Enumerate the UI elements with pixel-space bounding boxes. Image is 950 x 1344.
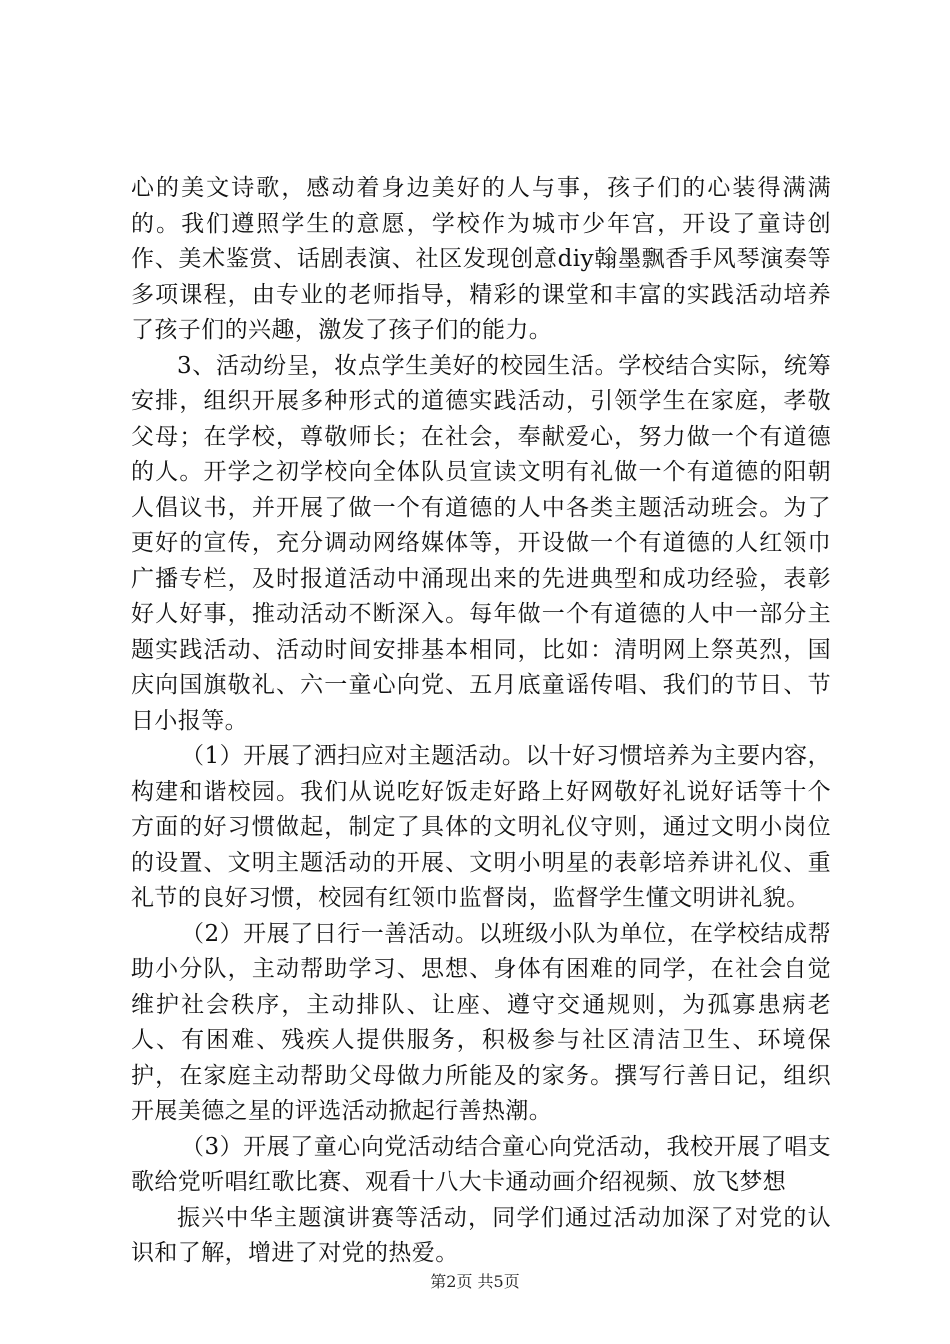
document-body (131, 171, 831, 1272)
paragraph-activities: 3、活动纷呈，妆点学生美好的校园生活。学校结合实际，统筹安排，组织开展多种形式的道德实践活动，引领学生在家庭，孝敬父母；在学校，尊敬师长；在社会，奉献爱心，努力做一个有道德的人。开学之初学校向全体队员宣读文明有礼做一个有道德的阳朝人倡议书，并开展了做一个有道德的人中各类主题活动班会。为了更好的宣传，充分调动网络媒体等，开设做一个有道德的人红领巾广播专栏，及时报道活动中涌现出来的先进典型和成功经验，表彰好人好事，推动活动不断深入。每年做一个有道德的人中一部分主题实践活动、活动时间安排基本相同，比如：清明网上祭英烈，国庆向国旗敬礼、六一童心向党、五月底童谣传唱、我们的节日、节日小报等。 (131, 352, 831, 734)
paragraph-closing: 振兴中华主题演讲赛等活动，同学们通过活动加深了对党的认识和了解，增进了对党的热爱。 (131, 1204, 831, 1266)
page-number-footer: 第2页 共5页 (430, 1272, 520, 1291)
paragraph-item-2: （2）开展了日行一善活动。以班级小队为单位，在学校结成帮助小分队，主动帮助学习、思想、身体有困难的同学，在社会自觉维护社会秩序，主动排队、让座、遵守交通规则，为孤寡患病老人、有困难、残疾人提供服务，积极参与社区清洁卫生、环境保护，在家庭主动帮助父母做力所能及的家务。撰写行善日记，组织开展美德之星的评选活动掀起行善热潮。 (131, 920, 831, 1124)
paragraph-continuation: 心的美文诗歌，感动着身边美好的人与事，孩子们的心装得满满的。我们遵照学生的意愿，学校作为城市少年宫，开设了童诗创作、美术鉴赏、话剧表演、社区发现创意diy翰墨飘香手风琴演奏等多项课程，由专业的老师指导，精彩的课堂和丰富的实践活动培养了孩子们的兴趣，激发了孩子们的能力。 (131, 175, 831, 343)
paragraph-item-3: （3）开展了童心向党活动结合童心向党活动，我校开展了唱支歌给党听唱红歌比赛、观看十八大卡通动画介绍视频、放飞梦想 (131, 1133, 831, 1195)
paragraph-item-1: （1）开展了洒扫应对主题活动。以十好习惯培养为主要内容，构建和谐校园。我们从说吃好饭走好路上好网敬好礼说好话等十个方面的好习惯做起，制定了具体的文明礼仪守则，通过文明小岗位的设置、文明主题活动的开展、文明小明星的表彰培养讲礼仪、重礼节的良好习惯，校园有红领巾监督岗，监督学生懂文明讲礼貌。 (131, 743, 831, 911)
